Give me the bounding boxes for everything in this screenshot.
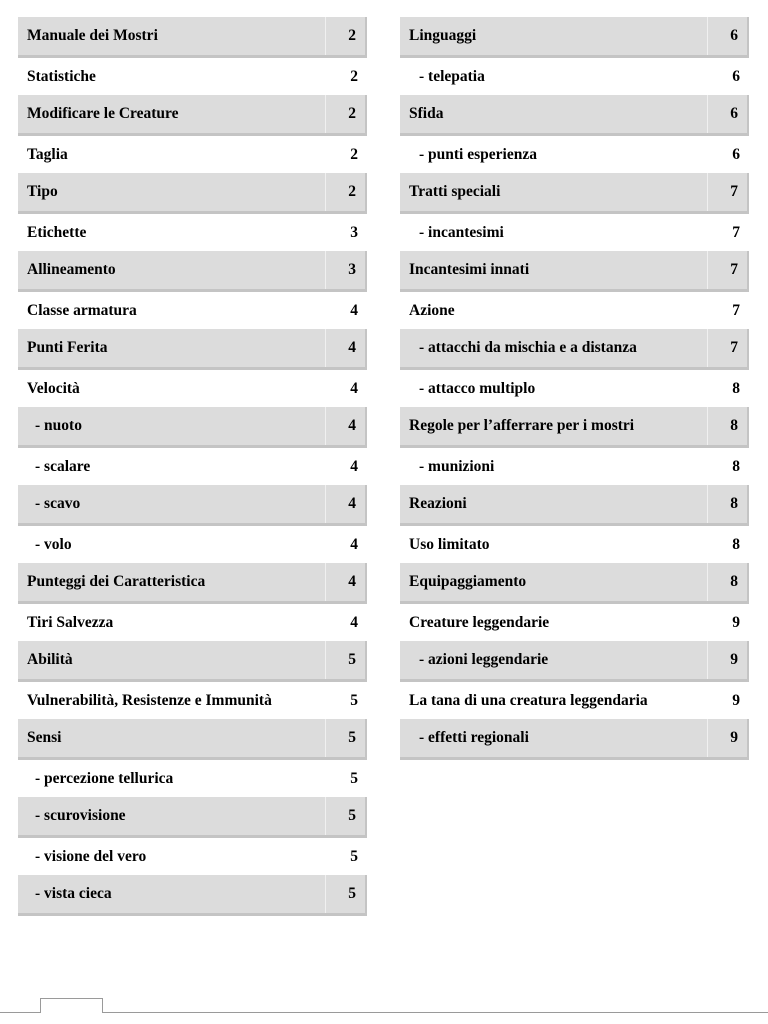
toc-entry-page-number: 8	[732, 457, 740, 475]
toc-entry[interactable]	[18, 251, 367, 292]
toc-entry[interactable]	[400, 485, 749, 526]
toc-entry[interactable]	[400, 173, 749, 214]
toc-entry[interactable]	[400, 407, 749, 448]
toc-entry-label: Vulnerabilità, Resistenze e Immunità	[27, 691, 272, 709]
toc-entry-page-number: 5	[325, 719, 365, 757]
toc-entry-label: Manuale dei Mostri	[27, 27, 158, 44]
toc-entry-label: - azioni leggendarie	[419, 651, 549, 668]
toc-entry-page-number: 4	[350, 613, 358, 631]
toc-entry-label: Taglia	[27, 145, 68, 163]
toc-entry-label: - scurovisione	[35, 807, 126, 824]
toc-entry-label: Etichette	[27, 223, 87, 241]
toc-entry[interactable]	[18, 17, 367, 58]
toc-entry-page-number: 7	[707, 329, 747, 367]
toc-entry[interactable]	[18, 370, 367, 407]
toc-entry-page-number: 5	[325, 875, 365, 913]
toc-entry-page-number: 5	[350, 769, 358, 787]
toc-entry-page-number: 9	[732, 691, 740, 709]
toc-entry-label: - scavo	[35, 495, 81, 512]
toc-entry-label: - attacco multiplo	[419, 379, 536, 397]
toc-entry-page-number: 5	[325, 797, 365, 835]
toc-entry[interactable]	[18, 838, 367, 875]
toc-entry-page-number: 5	[325, 641, 365, 679]
toc-entry[interactable]	[18, 526, 367, 563]
toc-entry-label: Allineamento	[27, 261, 116, 278]
footer-page-tab	[40, 998, 103, 1013]
toc-entry[interactable]	[18, 407, 367, 448]
toc-entry[interactable]	[18, 329, 367, 370]
toc-entry-label: Azione	[409, 301, 455, 319]
toc-entry-label: Incantesimi innati	[409, 261, 530, 278]
toc-entry-page-number: 8	[707, 485, 747, 523]
toc-entry-page-number: 4	[350, 301, 358, 319]
toc-entry-label: Sensi	[27, 729, 62, 746]
toc-entry[interactable]	[18, 875, 367, 916]
toc-entry-page-number: 3	[350, 223, 358, 241]
toc-entry-label: Velocità	[27, 379, 80, 397]
toc-entry-page-number: 4	[350, 379, 358, 397]
toc-entry[interactable]	[18, 641, 367, 682]
toc-entry[interactable]	[18, 58, 367, 95]
toc-entry-page-number: 8	[707, 407, 747, 445]
toc-entry-label: Tratti speciali	[409, 183, 501, 200]
toc-entry[interactable]	[18, 719, 367, 760]
toc-entry[interactable]	[18, 760, 367, 797]
toc-left-column	[18, 17, 367, 916]
toc-entry-page-number: 8	[732, 379, 740, 397]
toc-entry-page-number: 8	[707, 563, 747, 601]
toc-entry-label: Sfida	[409, 105, 444, 122]
toc-entry[interactable]	[18, 604, 367, 641]
toc-entry-label: - punti esperienza	[419, 145, 537, 163]
toc-entry[interactable]	[400, 251, 749, 292]
toc-entry-page-number: 4	[325, 485, 365, 523]
toc-entry-page-number: 7	[732, 223, 740, 241]
toc-entry-label: - visione del vero	[35, 847, 147, 865]
toc-entry-label: Uso limitato	[409, 535, 490, 553]
footer-divider	[0, 1012, 768, 1013]
toc-entry[interactable]	[400, 448, 749, 485]
toc-entry-page-number: 2	[325, 95, 365, 133]
toc-entry[interactable]	[18, 485, 367, 526]
toc-entry-page-number: 6	[732, 145, 740, 163]
toc-entry[interactable]	[18, 173, 367, 214]
toc-entry-label: Classe armatura	[27, 301, 137, 319]
toc-entry[interactable]	[400, 58, 749, 95]
toc-entry-label: - percezione tellurica	[35, 769, 174, 787]
toc-entry-label: Punteggi dei Caratteristica	[27, 573, 206, 590]
toc-entry[interactable]	[400, 214, 749, 251]
toc-entry-page-number: 6	[707, 17, 747, 55]
toc-entry[interactable]	[400, 329, 749, 370]
toc-entry-page-number: 9	[707, 641, 747, 679]
toc-entry-page-number: 5	[350, 691, 358, 709]
toc-entry-label: - telepatia	[419, 67, 485, 85]
toc-entry[interactable]	[18, 448, 367, 485]
toc-entry-label: Regole per l’afferrare per i mostri	[409, 417, 635, 434]
toc-entry-label: Modificare le Creature	[27, 105, 179, 122]
toc-entry-label: - attacchi da mischia e a distanza	[419, 339, 637, 356]
toc-entry-page-number: 4	[325, 407, 365, 445]
toc-entry[interactable]	[400, 682, 749, 719]
toc-right-column	[400, 17, 749, 760]
toc-entry-label: - munizioni	[419, 457, 495, 475]
toc-entry-page-number: 5	[350, 847, 358, 865]
toc-entry-label: Tipo	[27, 183, 58, 200]
toc-entry-page-number: 3	[325, 251, 365, 289]
toc-entry[interactable]	[18, 136, 367, 173]
toc-entry-label: La tana di una creatura leggendaria	[409, 691, 648, 709]
toc-entry-page-number: 7	[707, 251, 747, 289]
toc-entry[interactable]	[400, 136, 749, 173]
toc-entry[interactable]	[400, 370, 749, 407]
toc-entry-label: Tiri Salvezza	[27, 613, 114, 631]
toc-entry-label: - incantesimi	[419, 223, 504, 241]
toc-entry-page-number: 2	[350, 145, 358, 163]
toc-entry-page-number: 4	[350, 457, 358, 475]
toc-entry[interactable]	[18, 797, 367, 838]
toc-entry[interactable]	[400, 604, 749, 641]
toc-entry-label: - nuoto	[35, 417, 82, 434]
toc-entry-label: - effetti regionali	[419, 729, 529, 746]
toc-entry[interactable]	[18, 563, 367, 604]
toc-entry[interactable]	[400, 641, 749, 682]
toc-entry-page-number: 9	[732, 613, 740, 631]
toc-entry-page-number: 7	[707, 173, 747, 211]
toc-entry[interactable]	[400, 563, 749, 604]
toc-entry-label: - vista cieca	[35, 885, 112, 902]
toc-entry-page-number: 6	[707, 95, 747, 133]
toc-entry-label: Abilità	[27, 651, 73, 668]
toc-entry[interactable]	[400, 526, 749, 563]
toc-entry-page-number: 2	[325, 173, 365, 211]
toc-entry[interactable]	[400, 95, 749, 136]
toc-entry-label: - volo	[35, 535, 72, 553]
toc-entry-label: Linguaggi	[409, 27, 477, 44]
toc-entry-page-number: 2	[325, 17, 365, 55]
toc-entry-label: Equipaggiamento	[409, 573, 527, 590]
toc-entry-label: Statistiche	[27, 67, 96, 85]
toc-entry-page-number: 8	[732, 535, 740, 553]
toc-entry-label: Punti Ferita	[27, 339, 108, 356]
toc-entry[interactable]	[18, 214, 367, 251]
toc-entry-page-number: 4	[325, 329, 365, 367]
toc-entry-page-number: 4	[350, 535, 358, 553]
toc-entry[interactable]	[400, 292, 749, 329]
toc-entry-page-number: 7	[732, 301, 740, 319]
toc-entry-page-number: 6	[732, 67, 740, 85]
toc-entry-label: - scalare	[35, 457, 91, 475]
toc-entry[interactable]	[18, 95, 367, 136]
toc-entry-page-number: 9	[707, 719, 747, 757]
toc-entry[interactable]	[18, 682, 367, 719]
toc-entry-label: Reazioni	[409, 495, 467, 512]
toc-entry[interactable]	[18, 292, 367, 329]
toc-entry-page-number: 4	[325, 563, 365, 601]
toc-entry-label: Creature leggendarie	[409, 613, 550, 631]
toc-entry[interactable]	[400, 17, 749, 58]
toc-entry[interactable]	[400, 719, 749, 760]
toc-entry-page-number: 2	[350, 67, 358, 85]
